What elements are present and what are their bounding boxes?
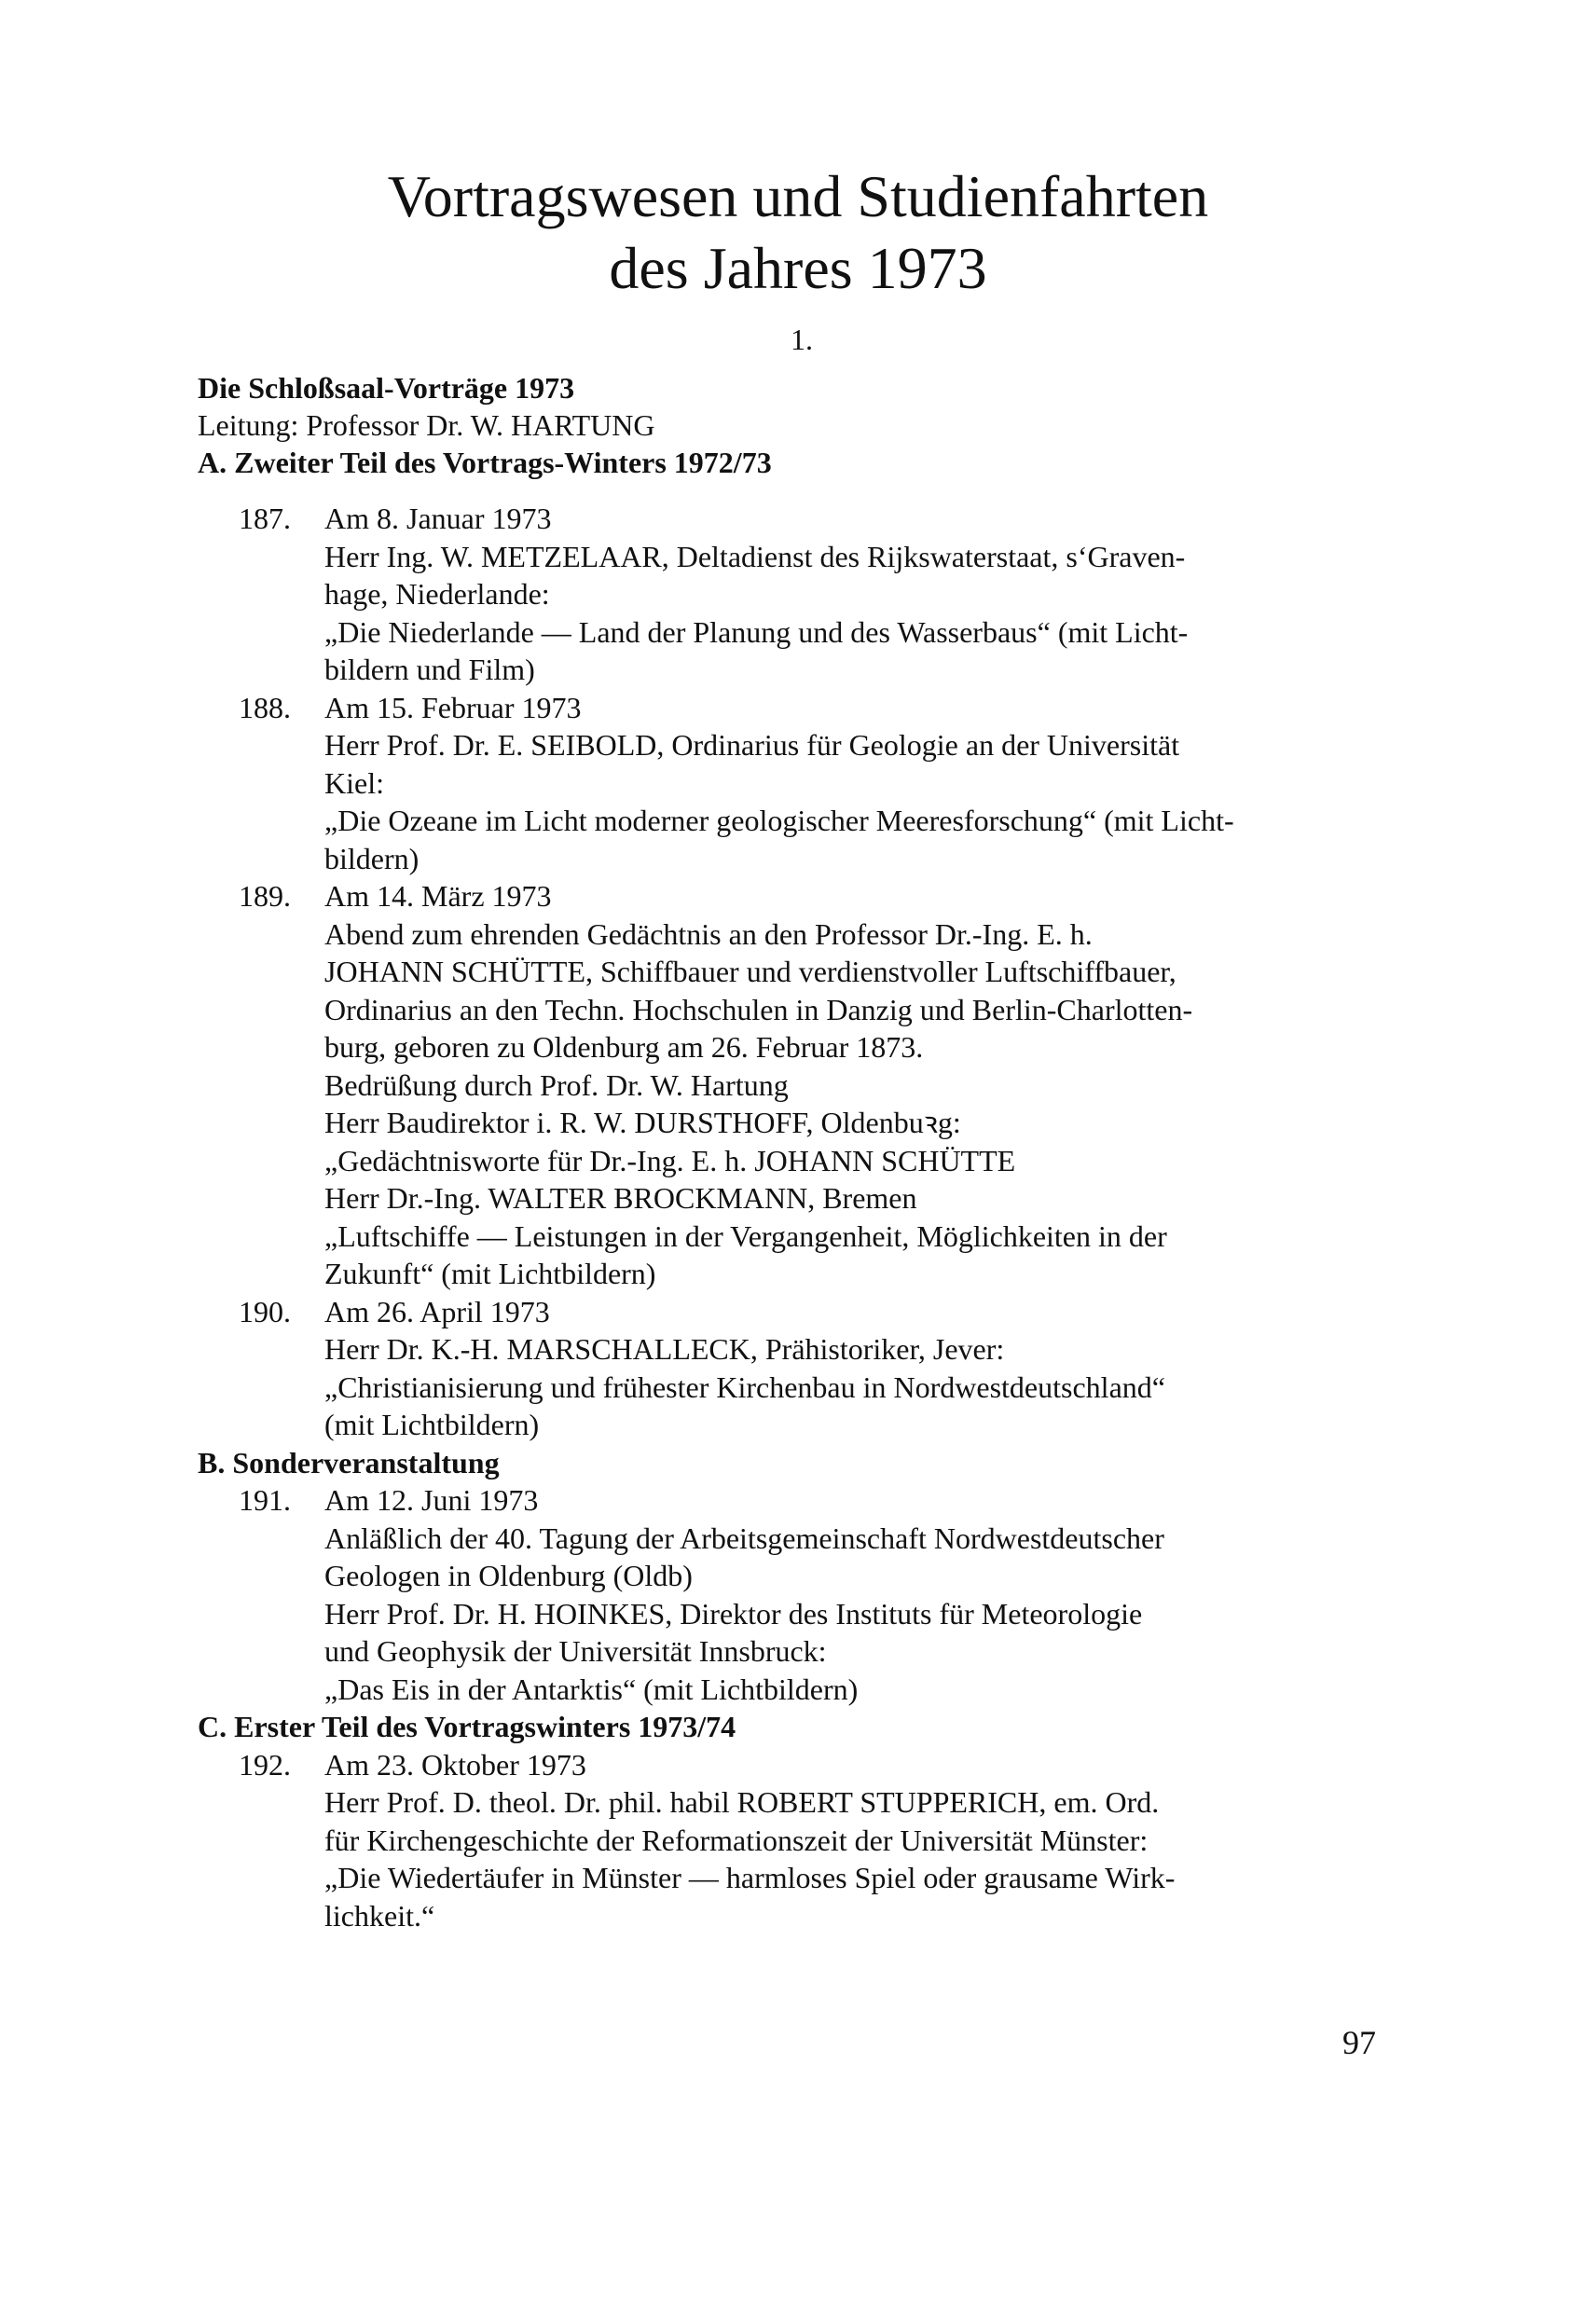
entry-line: (mit Lichtbildern) xyxy=(324,1408,540,1441)
entry-line: bildern) xyxy=(324,841,420,875)
entry-line: Am 23. Oktober 1973 xyxy=(324,1747,586,1782)
lecture-entry xyxy=(239,1293,1400,1444)
section-number: 1. xyxy=(791,323,813,356)
lecture-entry xyxy=(239,689,1400,878)
entry-line: hage, Niederlande: xyxy=(324,577,550,611)
part-b-heading: B. Sonderveranstaltung xyxy=(198,1445,500,1479)
entry-line: bildern und Film) xyxy=(324,653,535,686)
leitung-line: Leitung: Professor Dr. W. HARTUNG xyxy=(198,408,655,442)
entry-line: Am 12. Juni 1973 xyxy=(324,1483,539,1517)
entry-number: 192. xyxy=(239,1747,291,1782)
entry-line: Herr Prof. Dr. H. HOINKES, Direktor des Instituts für Meteorologie xyxy=(324,1596,1143,1631)
lecture-entry xyxy=(239,1481,1400,1708)
entry-line: Zukunft“ (mit Lichtbildern) xyxy=(324,1257,656,1290)
page-number: 97 xyxy=(1342,2024,1376,2061)
entry-line: Herr Prof. Dr. E. SEIBOLD, Ordinarius für Geologie an der Universität xyxy=(324,728,1180,762)
lecture-series-heading: Die Schloßsaal-Vorträge 1973 xyxy=(198,371,575,405)
entry-line: Anläßlich der 40. Tagung der Arbeitsgemeinschaft Nordwestdeutscher xyxy=(324,1521,1164,1555)
entry-line: Am 15. Februar 1973 xyxy=(324,690,582,724)
lecture-entry xyxy=(239,877,1400,1293)
part-a-heading: A. Zweiter Teil des Vortrags-Winters 1972/73 xyxy=(198,446,772,479)
entry-number: 189. xyxy=(239,879,291,913)
entry-line: „Die Niederlande — Land der Planung und des Wasserbaus“ (mit Licht- xyxy=(324,614,1189,649)
entry-line: Herr Baudirektor i. R. W. DURSTHOFF, Oldenbuꝛg: xyxy=(324,1106,961,1139)
entry-line: Herr Prof. D. theol. Dr. phil. habil ROBERT STUPPERICH, em. Ord. xyxy=(324,1785,1160,1819)
entry-line: und Geophysik der Universität Innsbruck: xyxy=(324,1634,827,1668)
entry-line: Kiel: xyxy=(324,765,384,800)
page-title-line-2: des Jahres 1973 xyxy=(609,235,987,301)
entry-line: Herr Dr.-Ing. WALTER BROCKMANN, Bremen xyxy=(324,1181,917,1215)
entry-line: „Die Ozeane im Licht moderner geologischer Meeresforschung“ (mit Licht- xyxy=(324,804,1234,837)
entry-line: für Kirchengeschichte der Reformationszeit der Universität Münster: xyxy=(324,1823,1149,1857)
lecture-entry xyxy=(239,1746,1400,1935)
lecture-list xyxy=(198,500,1400,1934)
lecture-entry xyxy=(239,500,1400,689)
entry-line: Am 26. April 1973 xyxy=(324,1294,550,1328)
entry-line: Herr Ing. W. METZELAAR, Deltadienst des Rijkswaterstaat, s‘Graven- xyxy=(324,539,1186,573)
entry-line: JOHANN SCHÜTTE, Schiffbauer und verdienstvoller Luftschiffbauer, xyxy=(324,955,1176,988)
entry-number: 191. xyxy=(239,1483,291,1517)
entry-line: Geologen in Oldenburg (Oldb) xyxy=(324,1559,693,1592)
entry-line: Ordinarius an den Techn. Hochschulen in Danzig und Berlin-Charlotten- xyxy=(324,992,1193,1026)
entry-line: Bedrüßung durch Prof. Dr. W. Hartung xyxy=(324,1067,789,1102)
entry-number: 187. xyxy=(239,502,291,535)
entry-line: lichkeit.“ xyxy=(324,1898,435,1933)
entry-number: 190. xyxy=(239,1294,291,1328)
entry-line: Herr Dr. K.-H. MARSCHALLECK, Prähistoriker, Jever: xyxy=(324,1332,1005,1366)
entry-line: Am 14. März 1973 xyxy=(324,879,552,913)
entry-line: Abend zum ehrenden Gedächtnis an den Professor Dr.-Ing. E. h. xyxy=(324,916,1093,951)
entry-line: burg, geboren zu Oldenburg am 26. Februar 1873. xyxy=(324,1030,924,1064)
entry-line: „Christianisierung und frühester Kirchenbau in Nordwestdeutschland“ xyxy=(324,1369,1165,1404)
entry-line: „Die Wiedertäufer in Münster — harmloses Spiel oder grausame Wirk- xyxy=(324,1861,1176,1894)
entry-line: „Das Eis in der Antarktis“ (mit Lichtbildern) xyxy=(324,1672,859,1706)
entry-number: 188. xyxy=(239,690,291,724)
entry-line: „Gedächtnisworte für Dr.-Ing. E. h. JOHANN SCHÜTTE xyxy=(324,1143,1016,1177)
part-c-heading: C. Erster Teil des Vortragswinters 1973/74 xyxy=(198,1710,736,1743)
entry-line: „Luftschiffe — Leistungen in der Vergangenheit, Möglichkeiten in der xyxy=(324,1218,1167,1253)
entry-line: Am 8. Januar 1973 xyxy=(324,502,552,535)
page-title-line-1: Vortragswesen und Studienfahrten xyxy=(387,163,1209,229)
